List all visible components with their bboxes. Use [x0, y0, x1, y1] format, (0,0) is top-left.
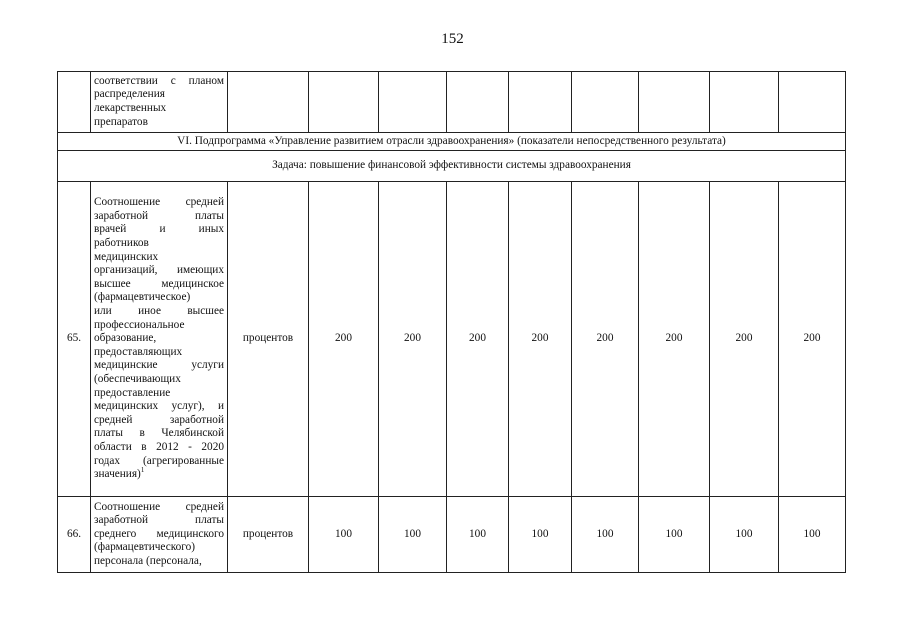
indicator-name-cell [91, 72, 228, 133]
row-number: 66. [58, 497, 91, 573]
indicator-name [94, 196, 224, 481]
table-row-indicator [58, 497, 846, 573]
value-cell [710, 72, 779, 133]
value-cell: 100 [572, 497, 639, 573]
task-title: Задача: повышение финансовой эффективности системы здравоохранения [58, 151, 846, 182]
unit-cell: процентов [228, 497, 309, 573]
indicator-name-line: предоставляющих [94, 345, 183, 358]
row-number-cell [58, 72, 91, 133]
indicator-name-line: или иное высшее [94, 305, 224, 318]
value-cell: 200 [710, 182, 779, 497]
indicator-name-line: лекарственных [94, 102, 167, 114]
indicator-name-line: (фармацевтического) [94, 541, 196, 554]
indicator-name [94, 75, 224, 129]
value-cell: 200 [379, 182, 447, 497]
indicator-name-line: медицинские услуги [94, 359, 224, 372]
row-number: 65. [58, 182, 91, 497]
value-cell: 100 [447, 497, 509, 573]
indicator-name [94, 501, 224, 569]
indicator-name-line: (фармацевтическое) [94, 291, 191, 304]
value-cell [779, 72, 846, 133]
value-cell [639, 72, 710, 133]
indicator-name-line: заработной платы [94, 209, 224, 222]
indicator-name-line: персонала (персонала, [94, 554, 202, 567]
value-cell: 200 [509, 182, 572, 497]
indicator-name-line: платы в Челябинской [94, 427, 224, 440]
value-cell: 100 [639, 497, 710, 573]
indicator-name-line: среднего медицинского [94, 527, 224, 540]
indicator-name-line: работников [94, 237, 149, 250]
indicators-table [57, 71, 846, 573]
table-row-section [58, 133, 846, 151]
value-cell: 200 [572, 182, 639, 497]
value-cell: 100 [710, 497, 779, 573]
value-cell: 200 [309, 182, 379, 497]
table-row-task [58, 151, 846, 182]
indicator-name-line: образование, [94, 332, 157, 345]
indicator-name-line: значения)$^1$ [94, 466, 145, 481]
unit-cell: процентов [228, 182, 309, 497]
value-cell: 100 [779, 497, 846, 573]
unit-cell [228, 72, 309, 133]
value-cell: 100 [309, 497, 379, 573]
value-cell: 200 [447, 182, 509, 497]
value-cell [309, 72, 379, 133]
indicator-name-line: заработной платы [94, 514, 224, 527]
indicator-name-cell [91, 182, 228, 497]
value-cell [447, 72, 509, 133]
indicator-name-line: высшее медицинское [94, 277, 224, 290]
footnote-marker: 1 [140, 466, 145, 475]
indicator-name-line: организаций, имеющих [94, 264, 224, 277]
indicator-name-line: средней заработной [94, 413, 224, 426]
indicator-name-line: медицинских [94, 250, 159, 263]
value-cell: 100 [379, 497, 447, 573]
indicator-name-line: области в 2012 - 2020 [94, 440, 224, 453]
value-cell: 200 [639, 182, 710, 497]
indicator-name-line: препаратов [94, 115, 148, 128]
table-row-continuation [58, 72, 846, 133]
indicator-name-line: предоставление [94, 386, 171, 399]
indicator-name-line: профессиональное [94, 318, 185, 331]
indicator-name-line: соответствии с планом [94, 74, 224, 87]
page-number: 152 [441, 31, 464, 47]
value-cell [572, 72, 639, 133]
value-cell [379, 72, 447, 133]
value-cell: 200 [779, 182, 846, 497]
value-cell [509, 72, 572, 133]
table-row-indicator [58, 182, 846, 497]
indicator-name-line: врачей и иных [94, 223, 224, 236]
indicator-name-line: медицинских услуг), и [94, 400, 224, 413]
value-cell: 100 [509, 497, 572, 573]
indicator-name-cell [91, 497, 228, 573]
section-title: VI. Подпрограмма «Управление развитием отрасли здравоохранения» (показатели непосредственного результата) [58, 133, 846, 151]
indicator-name-line: распределения [94, 88, 165, 101]
indicator-name-line: Соотношение средней [94, 196, 224, 209]
indicator-name-line: годах (агрегированные [94, 454, 224, 467]
indicator-name-line: Соотношение средней [94, 500, 224, 513]
indicator-name-line: (обеспечивающих [94, 372, 181, 385]
